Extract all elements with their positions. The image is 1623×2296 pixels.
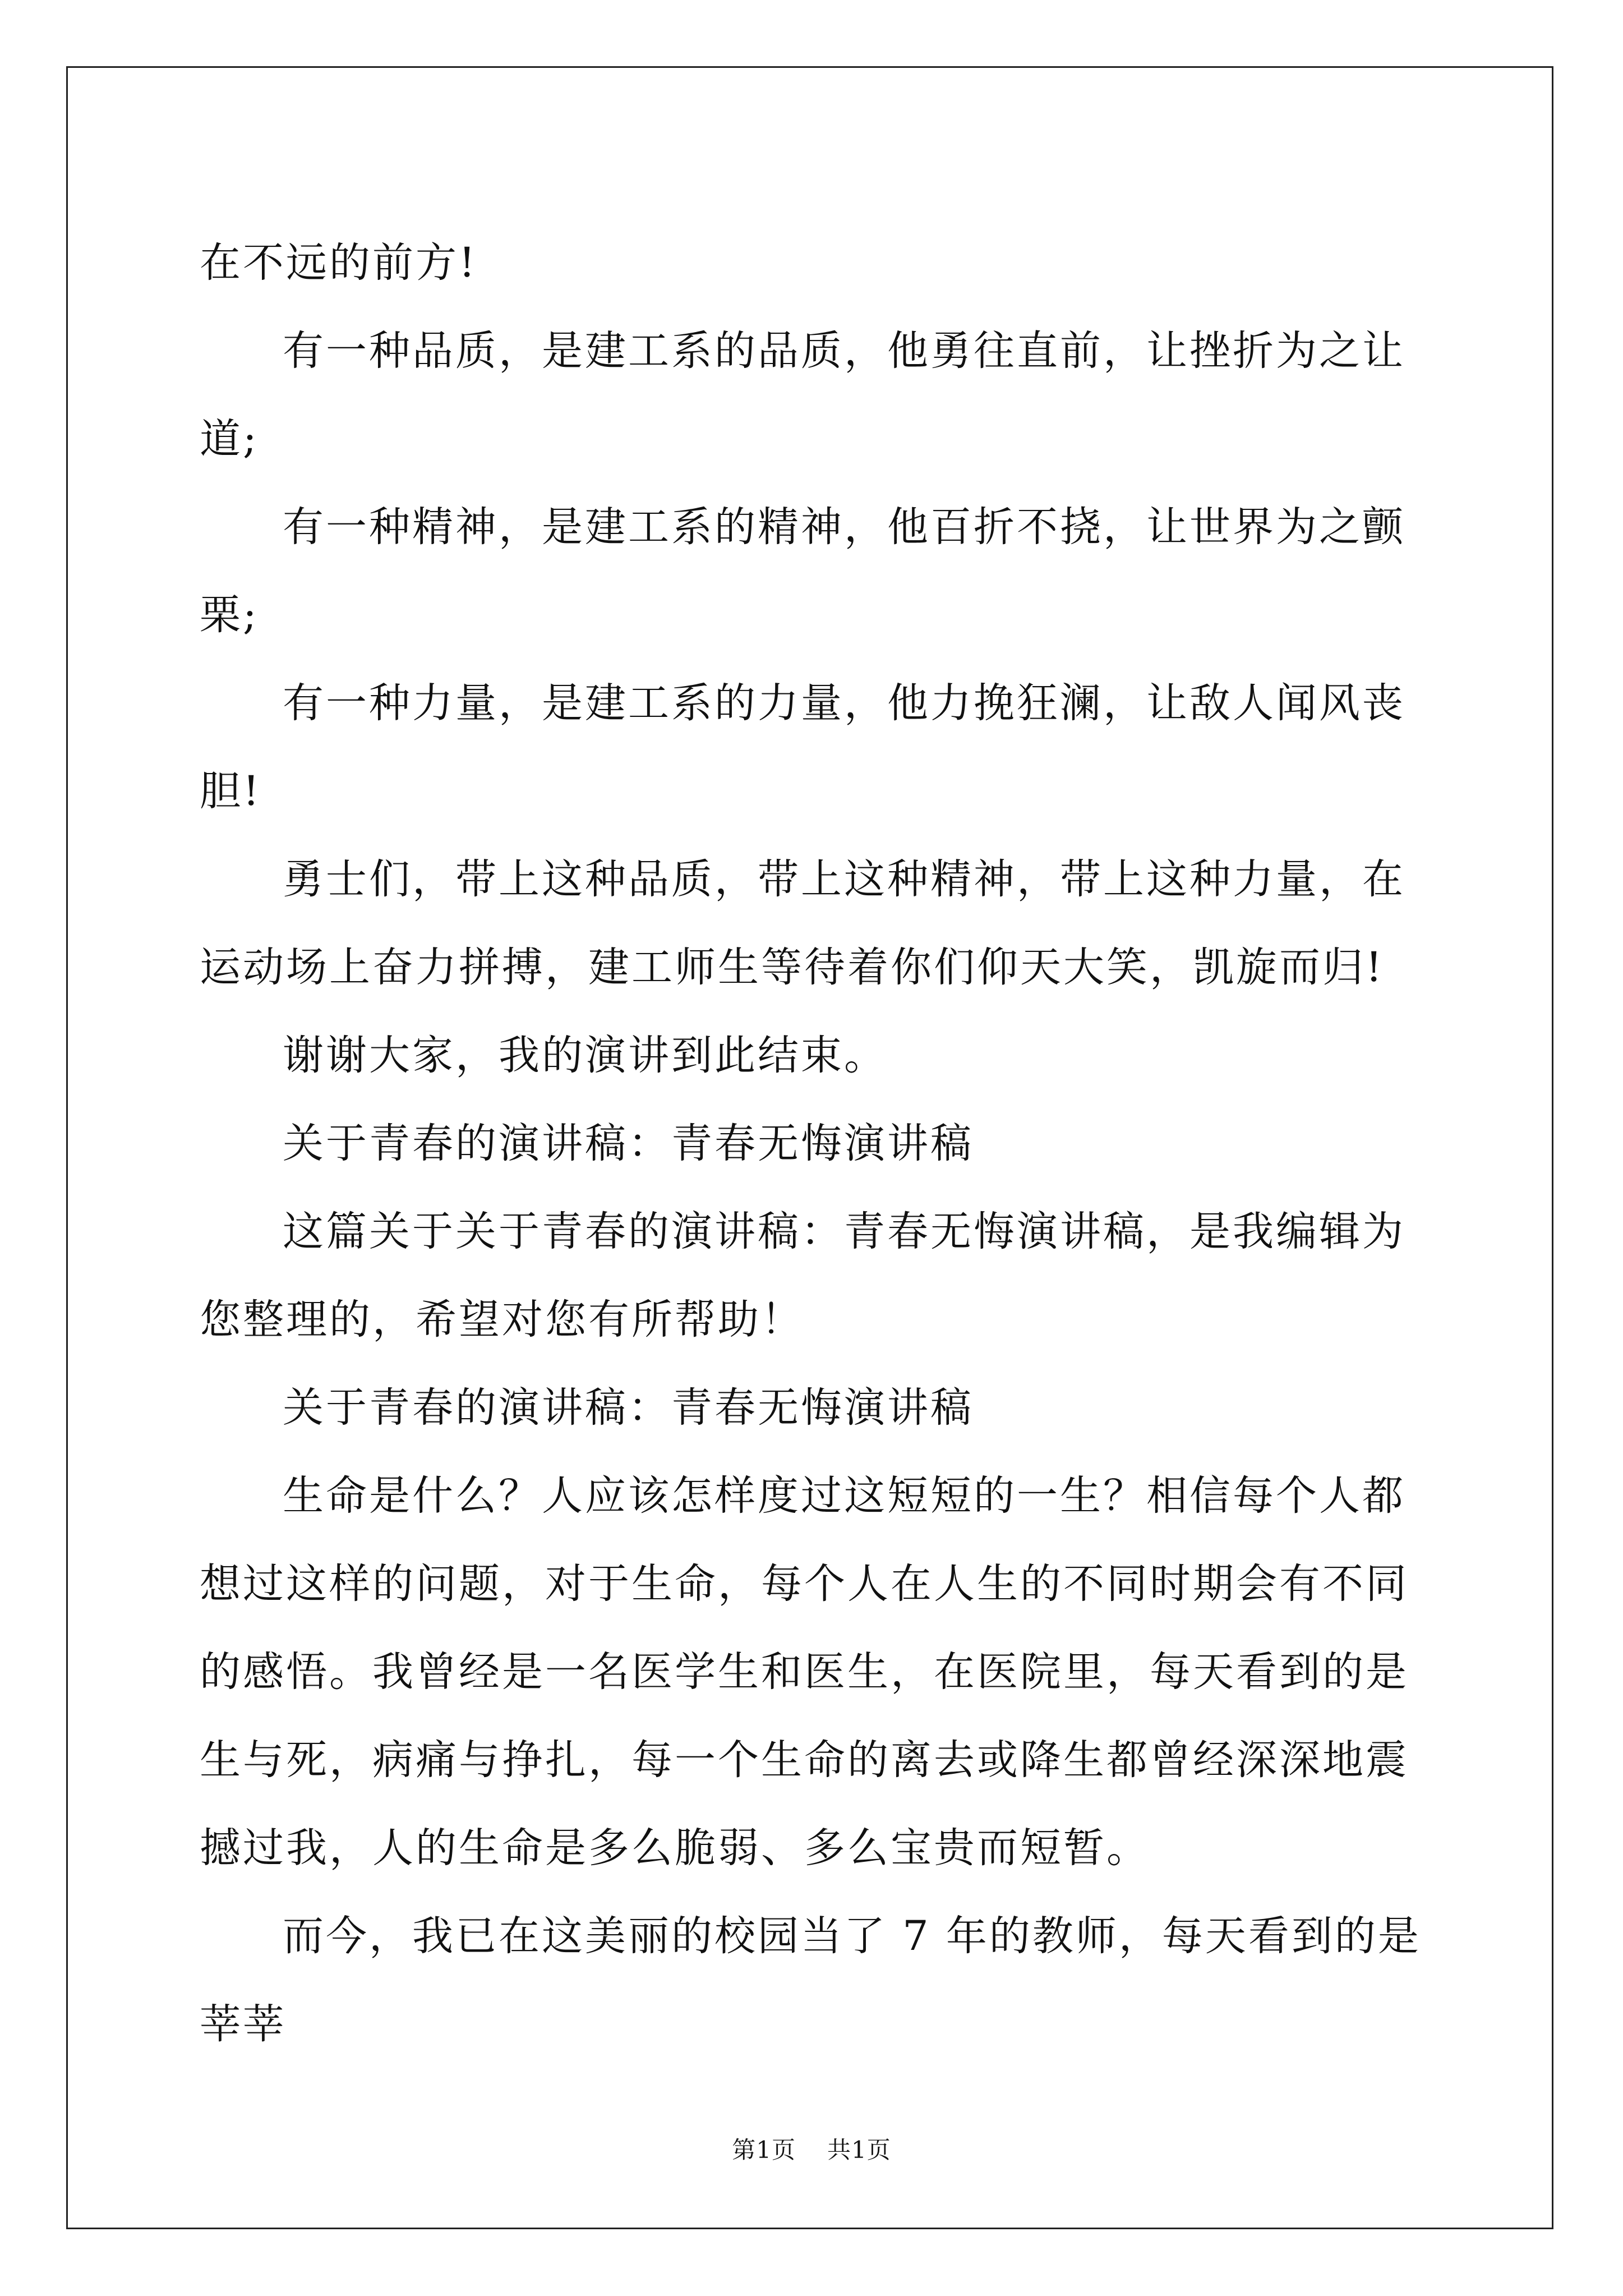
page-footer: [0, 2132, 1623, 2165]
paragraph-3: 有一种精神，是建工系的精神，他百折不挠，让世界为之颤栗;: [200, 503, 1405, 639]
paragraph-9: 而今，我已在这美丽的校园当了 7 年的教师，每天看到的是莘莘: [200, 1912, 1421, 2048]
page-total: 共1页: [827, 2136, 891, 2164]
paragraph-2: 有一种品质，是建工系的品质，他勇往直前，让挫折为之让道;: [200, 327, 1405, 463]
paragraph-5: 勇士们，带上这种品质，带上这种精神，带上这种力量，在运动场上奋力拼搏，建工师生等待着你们仰天大笑，凯旋而归!: [200, 855, 1405, 991]
paragraph-4: 有一种力量，是建工系的力量，他力挽狂澜，让敌人闻风丧胆!: [200, 679, 1405, 815]
section-title-1: 关于青春的演讲稿：青春无悔演讲稿: [283, 1120, 974, 1167]
section-title-2: 关于青春的演讲稿：青春无悔演讲稿: [283, 1384, 974, 1432]
paragraph-7: 这篇关于关于青春的演讲稿：青春无悔演讲稿，是我编辑为您整理的，希望对您有所帮助！: [200, 1208, 1405, 1343]
paragraph-8: 生命是什么？人应该怎样度过这短短的一生？相信每个人都想过这样的问题，对于生命，每个人在人生的不同时期会有不同的感悟。我曾经是一名医学生和医生，在医院里，每天看到的是生与死，病痛与挣扎，每一个生命的离去或降生都曾经深深地震撼过我，人的生命是多么脆弱、多么宝贵而短暂。: [200, 1472, 1409, 1872]
page-number: 第1页: [732, 2136, 796, 2164]
paragraph-6: 谢谢大家，我的演讲到此结束。: [283, 1032, 887, 1079]
document-body: [200, 219, 1431, 2068]
paragraph-1: 在不远的前方!: [200, 239, 478, 287]
